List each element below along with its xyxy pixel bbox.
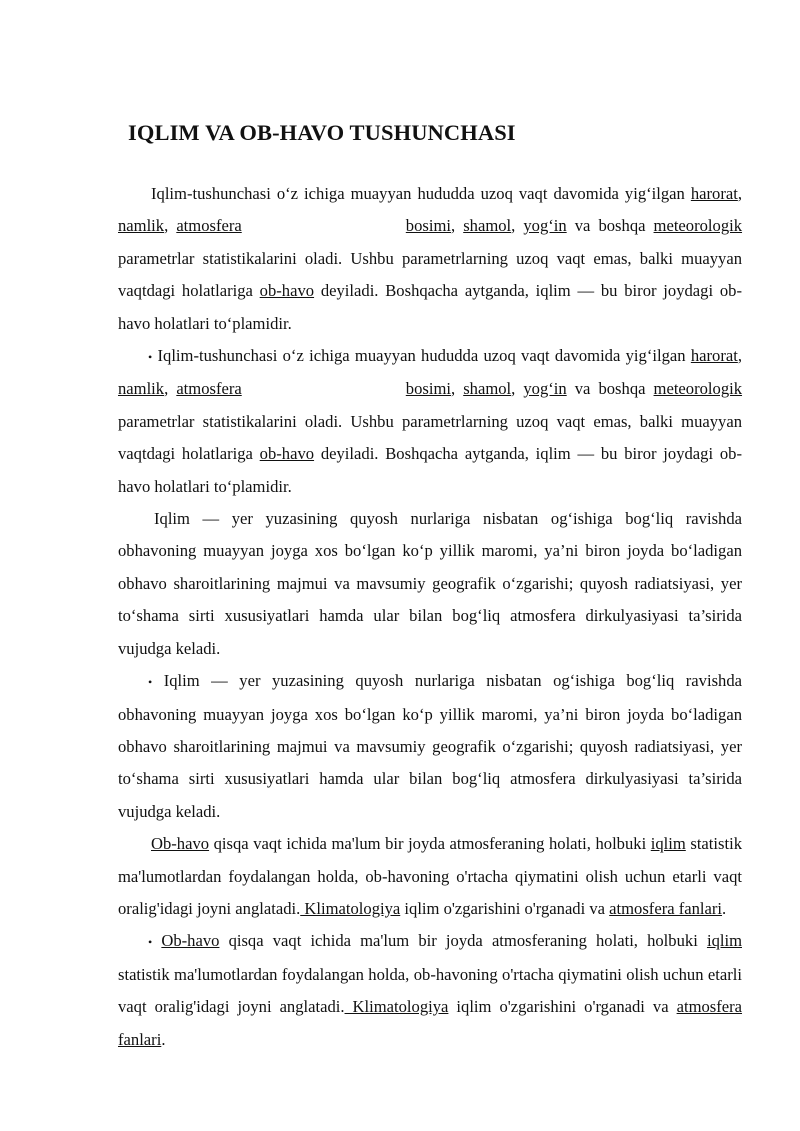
link-ob-havo[interactable]: Ob-havo <box>151 834 210 854</box>
bullet-paragraph-ob-havo: • Ob-havo qisqa vaqt ichida ma'lum bir joyda atmosferaning holati, holbuki iqlim statistik ma'lumotlardan foydalangan holda, ob-havoning o'rtacha qiymatini olish uchun etarli vaqt oralig'idagi joyni anglatadi. Klimatologiya iqlim o'zgarishini o'rganadi va atmosfera fanlari. <box>118 931 743 1049</box>
link-namlik[interactable]: namlik <box>118 379 165 399</box>
link-yogin[interactable]: yog‘in <box>523 379 567 399</box>
link-atmosfera-fanlari[interactable]: atmosfera fanlari <box>609 898 723 918</box>
link-klimatologiya[interactable]: Klimatologiya <box>344 997 449 1017</box>
link-atmosfera[interactable]: atmosfera <box>176 216 242 236</box>
paragraph-ob-havo: Ob-havo qisqa vaqt ichida ma'lum bir joyda atmosferaning holati, holbuki iqlim statistik ma'lumotlardan foydalangan holda, ob-havoning o'rtacha qiymatini olish uchun etarli vaqt oralig'idagi joyni anglatadi. Klimatologiya iqlim o'zgarishini o'rganadi va atmosfera fanlari. <box>118 834 742 918</box>
link-ob-havo[interactable]: ob-havo <box>259 281 315 301</box>
link-klimatologiya[interactable]: Klimatologiya <box>300 898 401 918</box>
document-body <box>118 178 743 1049</box>
link-namlik[interactable]: namlik <box>118 216 165 236</box>
bullet-marker: • <box>148 350 153 365</box>
bullet-marker: • <box>148 675 153 690</box>
link-iqlim[interactable]: iqlim <box>706 931 742 951</box>
page-title: IQLIM VA OB-HAVO TUSHUNCHASI <box>128 120 516 145</box>
link-meteorologik[interactable]: meteorologik <box>653 216 743 236</box>
link-bosimi[interactable]: bosimi <box>405 216 451 236</box>
page-bottom-clip <box>118 925 743 1049</box>
bullet-marker: • <box>148 935 153 950</box>
link-iqlim[interactable]: iqlim <box>650 834 686 854</box>
link-harorat[interactable]: harorat <box>690 184 738 203</box>
link-shamol[interactable]: shamol <box>463 216 512 236</box>
link-atmosfera-fanlari[interactable]: atmosfera fanlari <box>118 997 743 1049</box>
link-bosimi[interactable]: bosimi <box>405 379 451 399</box>
link-ob-havo[interactable]: Ob-havo <box>161 931 220 951</box>
bullet-paragraph-iqlim-tushunchasi: • Iqlim-tushunchasi o‘z ichiga muayyan hududda uzoq vaqt davomida yig‘ilgan harorat, namlik, atmosfera bosimi, shamol, yog‘in va boshqa meteorologik parametrlar statistikalarini oladi. Ushbu parametrlarning uzoq vaqt emas, balki muayyan vaqtdagi holatlariga ob-havo deyiladi. Boshqacha aytganda, iqlim — bu biror joydagi ob-havo holatlari to‘plamidir. <box>118 346 743 496</box>
link-shamol[interactable]: shamol <box>463 379 512 399</box>
link-harorat[interactable]: harorat <box>690 346 738 366</box>
link-ob-havo[interactable]: ob-havo <box>259 444 315 464</box>
link-atmosfera[interactable]: atmosfera <box>176 379 242 399</box>
link-meteorologik[interactable]: meteorologik <box>653 379 743 399</box>
bullet-paragraph-iqlim-definition: • Iqlim — yer yuzasining quyosh nurlariga nisbatan og‘ishiga bog‘liq ravishda obhavoning muayyan joyga xos bo‘lgan ko‘p yillik maromi, ya’ni biron joyda bo‘ladigan obhavo sharoitlarining majmui va mavsumiy geografik o‘zgarishi; quyosh radiatsiyasi, yer to‘shama sirti xususiyatlari hamda ular bilan bog‘liq atmosfera dirkulyasiyasi ta’sirida vujudga keladi. <box>118 671 742 821</box>
link-yogin[interactable]: yog‘in <box>523 216 567 236</box>
paragraph-iqlim-tushunchasi: Iqlim-tushunchasi o‘z ichiga muayyan hududda uzoq vaqt davomida yig‘ilgan harorat, namlik, atmosfera bosimi, shamol, yog‘in va boshqa meteorologik parametrlar statistikalarini oladi. Ushbu parametrlarning uzoq vaqt emas, balki muayyan vaqtdagi holatlariga ob-havo deyiladi. Boshqacha aytganda, iqlim — bu biror joydagi ob-havo holatlari to‘plamidir. <box>118 184 743 333</box>
paragraph-iqlim-definition: Iqlim — yer yuzasining quyosh nurlariga nisbatan og‘ishiga bog‘liq ravishda obhavoning muayyan joyga xos bo‘lgan ko‘p yillik maromi, ya’ni biron joyda bo‘ladigan obhavo sharoitlarining majmui va mavsumiy geografik o‘zgarishi; quyosh radiatsiyasi, yer to‘shama sirti xususiyatlari hamda ular bilan bog‘liq atmosfera dirkulyasiyasi ta’sirida vujudga keladi. <box>118 509 742 658</box>
